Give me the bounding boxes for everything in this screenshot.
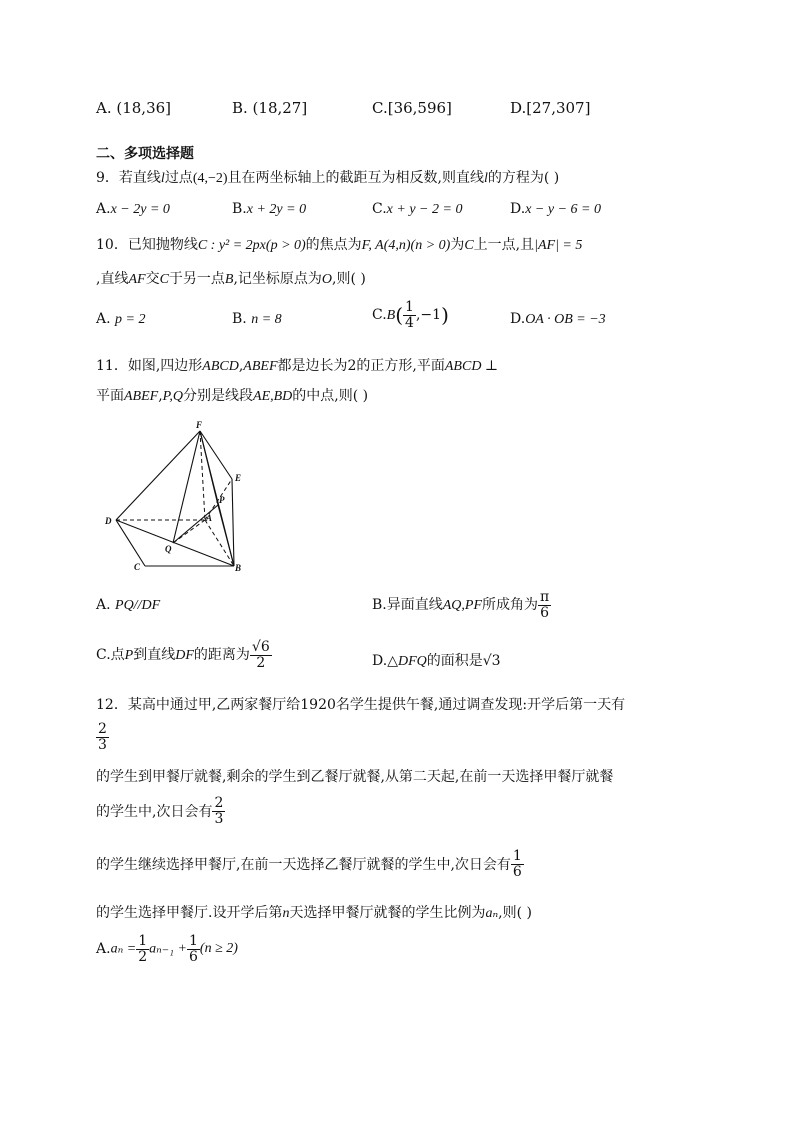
q12-n-var: n xyxy=(282,906,290,921)
q10-option-c-rparen: ) xyxy=(441,303,449,328)
q10-c-var-2: C xyxy=(159,272,169,287)
q10-option-c-label: C. xyxy=(372,307,387,324)
edge-fp xyxy=(200,431,218,505)
q10-option-b-label: B. xyxy=(232,311,247,327)
q11-option-b-vars: AQ,PF xyxy=(442,598,483,614)
q12-frac2-num: 2 xyxy=(214,795,224,811)
q10-line2-d: ,记坐标原点为 xyxy=(233,271,322,287)
q10-focus: F, A(4,n)(n > 0) xyxy=(361,238,451,253)
q9-option-b-label: B. xyxy=(232,201,247,217)
q12-an: aₙ xyxy=(485,906,499,921)
q11-option-c-p: P xyxy=(124,648,134,664)
q11-option-c-frac xyxy=(250,640,272,670)
q9-var-l-2: l xyxy=(484,171,488,186)
q11-abef: ABEF xyxy=(243,359,278,374)
label-e: E xyxy=(235,473,242,483)
section-title: 二、多项选择题 xyxy=(96,146,194,162)
q9-option-c-label: C. xyxy=(372,201,387,217)
q12-frac1 xyxy=(96,722,109,752)
q12-line5-a: 的学生选择甲餐厅.设开学后第 xyxy=(96,905,283,921)
q12-option-a-label: A. xyxy=(96,941,111,958)
q12-option-a xyxy=(96,934,238,964)
q8-option-d: D.[27,307] xyxy=(510,99,591,117)
q12-frac1-den: 3 xyxy=(98,736,107,753)
q11-option-a-label: A. xyxy=(96,597,111,613)
q12-option-a-mid: aₙ₋₁ + xyxy=(149,941,187,957)
q10-option-d-text: OA · OB = −3 xyxy=(525,312,606,327)
q10-option-b xyxy=(232,311,282,328)
q9-var-l: l xyxy=(160,171,165,186)
q9-option-b-text: x + 2y = 0 xyxy=(246,202,307,217)
q9-option-d-text: x − y − 6 = 0 xyxy=(525,202,601,217)
q10-curve: C : y² = 2px(p > 0) xyxy=(197,238,306,253)
q11-option-b-b: 所成角为 xyxy=(482,597,539,614)
q8-option-c: C.[36,596] xyxy=(372,99,452,117)
q10-stem-b: 的焦点为 xyxy=(305,237,362,253)
q11-abcd-2: ABCD ⊥ xyxy=(444,359,499,374)
q12-frac2 xyxy=(212,796,225,826)
edge-ab-hidden xyxy=(205,520,234,566)
q11-option-c-num: √6 xyxy=(251,639,270,655)
q12-option-a-frac1 xyxy=(136,934,149,964)
q11-option-c xyxy=(96,640,272,670)
q9-stem-a: 若直线 xyxy=(118,170,161,186)
q12-line5-b: 天选择甲餐厅就餐的学生比例为 xyxy=(289,905,486,921)
q11-number: 11． xyxy=(96,358,128,374)
q9-stem-c: 且在两坐标轴上的截距互为相反数,则直线 xyxy=(227,170,484,186)
q9-stem-d: 的方程为( ) xyxy=(487,170,560,186)
q10-stem-d: 上一点,且 xyxy=(473,237,535,253)
q10-stem-line1 xyxy=(96,234,582,254)
label-q: Q xyxy=(165,544,172,554)
q10-option-a-text: p = 2 xyxy=(115,312,146,327)
edge-fa-hidden xyxy=(200,431,205,520)
edge-fd xyxy=(116,431,200,520)
q10-line2-b: 交 xyxy=(145,271,160,287)
q11-option-d xyxy=(372,650,501,670)
q9-option-b xyxy=(232,201,306,218)
q10-af-var: AF xyxy=(128,272,146,287)
q11-option-d-b: 的面积是 xyxy=(426,653,483,669)
q11-option-d-val: √3 xyxy=(482,653,501,669)
q11-line2-d: 的中点,则( ) xyxy=(292,388,369,404)
edge-eb xyxy=(232,479,234,566)
q10-option-c-frac xyxy=(403,300,416,330)
q11-ae-bd: AE,BD xyxy=(253,389,293,404)
label-p: P xyxy=(219,495,225,505)
q11-option-a-text: PQ//DF xyxy=(115,598,161,613)
q11-abcd: ABCD xyxy=(202,359,239,374)
q10-option-a-label: A. xyxy=(96,311,111,327)
q9-option-d xyxy=(510,201,601,218)
q11-option-d-a: D. xyxy=(372,653,388,669)
q12-option-a-f1-den: 2 xyxy=(138,948,148,965)
q9-option-a xyxy=(96,201,170,218)
label-a: A xyxy=(206,513,213,523)
q9-option-d-label: D. xyxy=(510,201,526,217)
q11-option-b-a: B.异面直线 xyxy=(372,597,443,614)
q12-option-a-tail: (n ≥ 2) xyxy=(199,941,238,957)
q10-option-c-tail: ,−1 xyxy=(415,307,442,324)
q12-frac1-box xyxy=(96,722,109,752)
q10-option-c-num: 1 xyxy=(405,299,414,315)
q11-line2-b: , xyxy=(158,388,163,404)
q11-option-c-df: DF xyxy=(175,648,194,664)
q11-stem-a: 如图,四边形 xyxy=(127,358,203,374)
q11-option-c-c: 的距离为 xyxy=(193,647,250,664)
q11-option-c-b: 到直线 xyxy=(133,647,176,664)
edge-qp xyxy=(173,505,218,543)
q10-option-a xyxy=(96,311,145,328)
label-b: B xyxy=(235,563,242,573)
q9-option-a-label: A. xyxy=(96,201,111,217)
q11-pq: P,Q xyxy=(162,389,184,404)
q12-line1-text: 某高中通过甲,乙两家餐厅给1920名学生提供午餐,通过调查发现:开学后第一天有 xyxy=(127,697,626,713)
edge-dc xyxy=(116,520,145,566)
q10-c-var: C xyxy=(464,238,474,253)
q12-number: 12． xyxy=(96,697,128,713)
q10-stem-line2 xyxy=(96,268,366,288)
q12-frac3 xyxy=(511,849,524,879)
q10-number: 10． xyxy=(96,237,128,253)
q12-frac3-den: 6 xyxy=(512,863,522,880)
q9-option-a-text: x − 2y = 0 xyxy=(110,202,170,217)
q11-option-b-num: π xyxy=(540,589,550,605)
q11-comma: , xyxy=(238,358,244,374)
q10-option-c xyxy=(372,300,449,330)
q12-line4-text: 的学生继续选择甲餐厅,在前一天选择乙餐厅就餐的学生中,次日会有 xyxy=(96,857,511,874)
q12-line5-c: ,则( ) xyxy=(498,905,532,921)
edge-pb xyxy=(218,505,234,566)
q10-b-var: B xyxy=(224,272,234,287)
q9-stem xyxy=(96,167,559,187)
q10-option-c-den: 4 xyxy=(405,314,414,331)
q8-option-b: B. (18,27] xyxy=(232,99,308,117)
q11-option-b xyxy=(372,590,551,620)
q10-option-c-b: B xyxy=(386,308,396,324)
q10-stem-a: 已知抛物线 xyxy=(127,237,198,253)
q12-frac2-den: 3 xyxy=(214,810,224,827)
q11-option-c-den: 2 xyxy=(256,654,266,671)
q12-frac3-num: 1 xyxy=(512,848,522,864)
q11-option-c-a: C.点 xyxy=(96,647,125,664)
label-f: F xyxy=(196,420,203,430)
q11-geometry-figure xyxy=(98,415,258,580)
q12-option-a-f2-den: 6 xyxy=(189,948,198,965)
q12-line2: 的学生到甲餐厅就餐,剩余的学生到乙餐厅就餐,从第二天起,在前一天选择甲餐厅就餐 xyxy=(96,769,614,785)
q9-option-c xyxy=(372,201,462,218)
q9-stem-b: 过点 xyxy=(164,170,193,186)
q10-option-d-label: D. xyxy=(510,311,526,327)
q9-number: 9． xyxy=(96,170,119,186)
q11-option-b-frac xyxy=(538,590,551,620)
q12-option-a-f1-num: 1 xyxy=(138,933,148,949)
q12-line4 xyxy=(96,849,524,879)
q12-line1 xyxy=(96,694,625,714)
edge-fe xyxy=(200,431,232,479)
q11-stem-line2 xyxy=(96,385,368,405)
q12-option-a-frac2 xyxy=(187,934,200,964)
q12-frac1-num: 2 xyxy=(98,721,107,737)
q12-line3 xyxy=(96,796,225,826)
label-c: C xyxy=(134,562,141,572)
q12-option-a-lhs: aₙ = xyxy=(110,941,137,957)
q10-line2-a: ,直线 xyxy=(96,271,129,287)
q11-line2-a: 平面 xyxy=(96,388,124,404)
q10-option-b-text: n = 8 xyxy=(251,312,282,327)
q11-option-a xyxy=(96,597,160,614)
q12-option-a-f2-num: 1 xyxy=(189,933,198,949)
q9-option-c-text: x + y − 2 = 0 xyxy=(386,202,463,217)
q11-stem-line1 xyxy=(96,355,498,375)
q12-line5 xyxy=(96,902,532,922)
q11-option-b-den: 6 xyxy=(540,604,550,621)
edge-db xyxy=(116,520,234,566)
q11-option-d-tri: △DFQ xyxy=(387,654,427,669)
q10-line2-e: ,则( ) xyxy=(332,271,366,287)
q10-option-c-lparen: ( xyxy=(395,303,404,328)
q10-line2-c: 于另一点 xyxy=(168,271,225,287)
q11-stem-b: 都是边长为2的正方形,平面 xyxy=(277,358,445,374)
q11-abef-2: ABEF xyxy=(124,389,159,404)
q12-line3-text: 的学生中,次日会有 xyxy=(96,804,213,821)
q11-line2-c: 分别是线段 xyxy=(183,388,254,404)
q10-af: |AF| = 5 xyxy=(534,238,583,253)
q10-o-var: O xyxy=(321,272,333,287)
q10-option-d xyxy=(510,311,606,328)
q9-point: (4,−2) xyxy=(192,171,228,186)
label-d: D xyxy=(105,516,112,526)
q8-option-a: A. (18,36] xyxy=(96,99,172,117)
q10-stem-c: 为 xyxy=(450,237,465,253)
